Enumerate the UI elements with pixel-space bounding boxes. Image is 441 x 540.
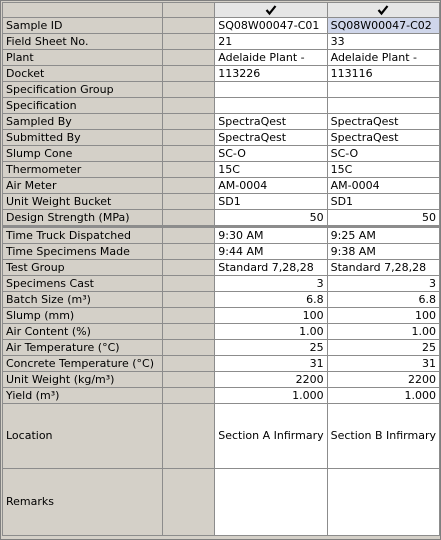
row-spacer-cell [162,82,214,98]
row-label: Air Temperature (°C) [3,340,163,356]
table-row [3,308,440,324]
table-row [3,388,440,404]
table-row [3,130,440,146]
row-spacer-cell [162,210,214,227]
sample-1-value-cell[interactable]: 9:30 AM [215,227,327,244]
sample-2-value-cell[interactable]: 113116 [327,66,439,82]
row-label: Field Sheet No. [3,34,163,50]
sample-1-value-cell[interactable] [215,98,327,114]
row-spacer-cell [162,18,214,34]
sample-1-value-cell[interactable]: 21 [215,34,327,50]
sample-2-value-cell[interactable]: SC-O [327,146,439,162]
row-spacer-cell [162,340,214,356]
sample-2-value-cell[interactable]: 50 [327,210,439,227]
sample-1-value-cell[interactable]: 1.000 [215,388,327,404]
row-spacer-cell [162,34,214,50]
sample-1-value-cell[interactable]: 6.8 [215,292,327,308]
row-label: Submitted By [3,130,163,146]
table-row [3,227,440,244]
row-spacer-cell [162,356,214,372]
sample-2-value-cell[interactable]: SpectraQest [327,114,439,130]
row-label: Location [3,404,163,469]
row-label: Air Content (%) [3,324,163,340]
sample-2-value-cell[interactable]: 15C [327,162,439,178]
sample-2-value-cell[interactable]: 33 [327,34,439,50]
sample-1-value-cell[interactable]: SD1 [215,194,327,210]
table-row [3,340,440,356]
table-row [3,114,440,130]
row-spacer-cell [162,114,214,130]
sample-2-value-cell[interactable]: 1.000 [327,388,439,404]
table-row [3,210,440,227]
sample-2-value-cell[interactable]: 9:38 AM [327,244,439,260]
header-spacer-cell [162,3,214,18]
table-row [3,98,440,114]
row-label: Slump (mm) [3,308,163,324]
table-row [3,18,440,34]
sample-1-value-cell[interactable]: 100 [215,308,327,324]
row-spacer-cell [162,178,214,194]
checkmark-icon [265,4,277,16]
table-row [3,372,440,388]
sample-2-value-cell[interactable]: Section B Infirmary [327,404,439,469]
sample-2-value-cell[interactable] [327,98,439,114]
table-row [3,146,440,162]
sample-1-value-cell[interactable]: 1.00 [215,324,327,340]
row-spacer-cell [162,162,214,178]
row-spacer-cell [162,404,214,469]
table-row [3,82,440,98]
table-row [3,404,440,469]
sample-1-value-cell[interactable]: 25 [215,340,327,356]
row-spacer-cell [162,146,214,162]
row-spacer-cell [162,260,214,276]
table-row [3,34,440,50]
table-row [3,194,440,210]
row-spacer-cell [162,98,214,114]
row-spacer-cell [162,66,214,82]
sample-2-value-cell[interactable]: SQ08W00047-C02 [327,18,439,34]
row-label: Test Group [3,260,163,276]
row-label: Air Meter [3,178,163,194]
row-label: Sampled By [3,114,163,130]
row-spacer-cell [162,469,214,536]
row-label: Docket [3,66,163,82]
row-label: Thermometer [3,162,163,178]
sample-1-value-cell[interactable] [215,469,327,536]
sample-1-value-cell[interactable]: Section A Infirmary [215,404,327,469]
row-label: Specification [3,98,163,114]
row-label: Unit Weight (kg/m³) [3,372,163,388]
row-spacer-cell [162,244,214,260]
checkmark-icon [377,4,389,16]
sample-2-value-cell[interactable]: SpectraQest [327,130,439,146]
sample-1-value-cell[interactable]: SpectraQest [215,114,327,130]
sample-1-value-cell[interactable] [215,82,327,98]
sample-1-value-cell[interactable]: SQ08W00047-C01 [215,18,327,34]
table-row [3,260,440,276]
sample-2-value-cell[interactable] [327,469,439,536]
sample-2-value-cell[interactable]: 100 [327,308,439,324]
row-spacer-cell [162,130,214,146]
row-spacer-cell [162,292,214,308]
table-row [3,244,440,260]
sample-1-value-cell[interactable]: Standard 7,28,28 [215,260,327,276]
table-row [3,324,440,340]
table-row [3,178,440,194]
sample-2-value-cell[interactable]: 6.8 [327,292,439,308]
row-spacer-cell [162,388,214,404]
row-label: Batch Size (m³) [3,292,163,308]
row-label: Sample ID [3,18,163,34]
row-spacer-cell [162,324,214,340]
sample-1-value-cell[interactable]: 31 [215,356,327,372]
header-row [3,3,440,18]
row-label: Slump Cone [3,146,163,162]
row-label: Time Specimens Made [3,244,163,260]
sample-1-value-cell[interactable]: SpectraQest [215,130,327,146]
sample-1-value-cell[interactable]: 3 [215,276,327,292]
sample-1-checkbox[interactable] [215,3,327,18]
table-row [3,66,440,82]
sample-1-value-cell[interactable]: 15C [215,162,327,178]
sample-1-value-cell[interactable]: AM-0004 [215,178,327,194]
sample-1-value-cell[interactable]: Adelaide Plant - [215,50,327,66]
sample-2-value-cell[interactable]: Standard 7,28,28 [327,260,439,276]
row-label: Yield (m³) [3,388,163,404]
sample-1-value-cell[interactable]: 113226 [215,66,327,82]
row-label: Remarks [3,469,163,536]
row-spacer-cell [162,372,214,388]
sample-2-value-cell[interactable]: AM-0004 [327,178,439,194]
sample-2-value-cell[interactable]: 25 [327,340,439,356]
row-label: Specification Group [3,82,163,98]
table-row [3,50,440,66]
sample-2-checkbox[interactable] [327,3,439,18]
sample-2-value-cell[interactable]: 3 [327,276,439,292]
sample-2-value-cell[interactable]: SD1 [327,194,439,210]
row-spacer-cell [162,308,214,324]
table-row [3,276,440,292]
sample-1-value-cell[interactable]: SC-O [215,146,327,162]
table-row [3,469,440,536]
sample-2-value-cell[interactable] [327,82,439,98]
row-spacer-cell [162,194,214,210]
sample-2-value-cell[interactable]: Adelaide Plant - [327,50,439,66]
row-label: Design Strength (MPa) [3,210,163,227]
table-row [3,162,440,178]
sample-2-value-cell[interactable]: 2200 [327,372,439,388]
row-label: Time Truck Dispatched [3,227,163,244]
row-spacer-cell [162,50,214,66]
row-label: Unit Weight Bucket [3,194,163,210]
table-row [3,292,440,308]
row-label: Plant [3,50,163,66]
row-label: Specimens Cast [3,276,163,292]
row-spacer-cell [162,276,214,292]
sample-2-value-cell[interactable]: 31 [327,356,439,372]
row-spacer-cell [162,227,214,244]
header-label-cell [3,3,163,18]
sample-1-value-cell[interactable]: 50 [215,210,327,227]
sample-1-value-cell[interactable]: 2200 [215,372,327,388]
sample-2-value-cell[interactable]: 1.00 [327,324,439,340]
sample-table [2,2,440,536]
sample-1-value-cell[interactable]: 9:44 AM [215,244,327,260]
table-row [3,356,440,372]
sample-2-value-cell[interactable]: 9:25 AM [327,227,439,244]
row-label: Concrete Temperature (°C) [3,356,163,372]
